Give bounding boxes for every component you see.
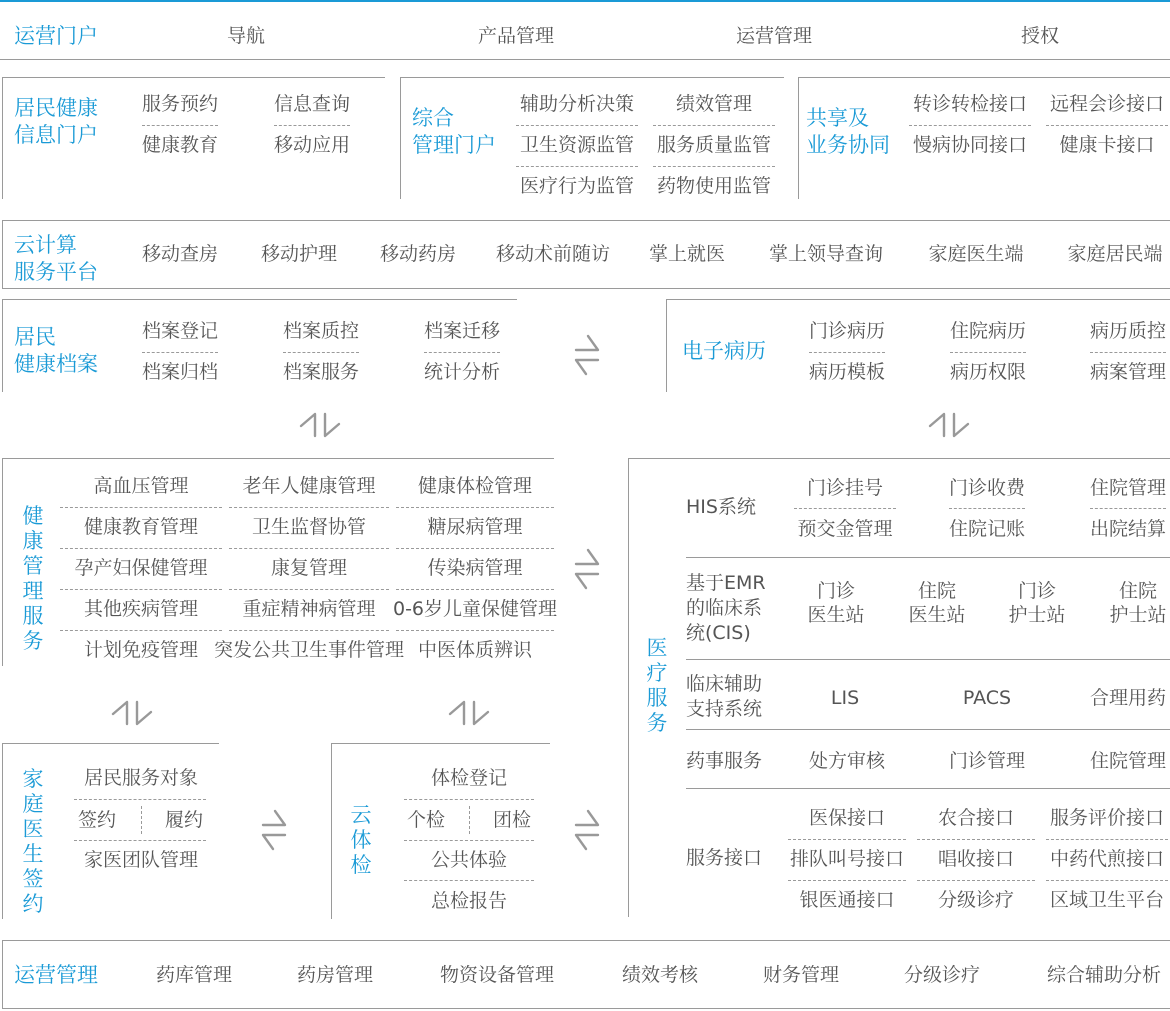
public-health-emergency-link[interactable]: 突发公共卫生事件管理 bbox=[213, 639, 405, 661]
vertical-exchange-arrow-icon bbox=[109, 698, 155, 728]
archive-title-2: 健康档案 bbox=[14, 352, 98, 376]
mobile-app-link[interactable]: 移动应用 bbox=[273, 134, 351, 156]
cis-label-1: 基于EMR bbox=[686, 572, 766, 594]
tcm-constitution-link[interactable]: 中医体质辨识 bbox=[417, 639, 533, 661]
inpatient-billing-link[interactable]: 住院记账 bbox=[948, 518, 1026, 540]
info-query-link[interactable]: 信息查询 bbox=[273, 93, 351, 115]
record-permission-link[interactable]: 病历权限 bbox=[949, 361, 1027, 383]
inpatient-mgmt-pharmacy-link[interactable]: 住院管理 bbox=[1089, 750, 1167, 772]
family-doctor-title-char: 签 bbox=[22, 867, 44, 891]
outpatient-nurse-station-1[interactable]: 门诊 bbox=[1017, 580, 1057, 602]
outpatient-registration-link[interactable]: 门诊挂号 bbox=[806, 477, 884, 499]
final-report-link[interactable]: 总检报告 bbox=[430, 890, 508, 912]
inpatient-nurse-station-1[interactable]: 住院 bbox=[1118, 580, 1158, 602]
inpatient-doctor-station-1[interactable]: 住院 bbox=[917, 580, 957, 602]
referral-interface-link[interactable]: 转诊转检接口 bbox=[912, 93, 1028, 115]
nav-item-navigation[interactable]: 导航 bbox=[226, 25, 266, 47]
pharmacy-label: 药事服务 bbox=[686, 750, 763, 772]
infectious-disease-link[interactable]: 传染病管理 bbox=[427, 557, 523, 579]
case-mgmt-link[interactable]: 病案管理 bbox=[1089, 361, 1167, 383]
inpatient-nurse-station-2[interactable]: 护士站 bbox=[1109, 604, 1167, 626]
outpatient-mgmt-link[interactable]: 门诊管理 bbox=[948, 750, 1026, 772]
cloud-exam-title-char: 体 bbox=[350, 828, 372, 852]
drug-warehouse-link[interactable]: 药库管理 bbox=[155, 964, 233, 986]
immunization-link[interactable]: 计划免疫管理 bbox=[83, 639, 199, 661]
prepayment-link[interactable]: 预交金管理 bbox=[797, 518, 893, 540]
maternal-care-link[interactable]: 孕产妇保健管理 bbox=[74, 557, 208, 579]
cis-label-3: 统(CIS) bbox=[686, 622, 751, 644]
integrated-analysis-link[interactable]: 综合辅助分析 bbox=[1046, 964, 1162, 986]
archive-title-1: 居民 bbox=[14, 325, 56, 349]
nav-item-product[interactable]: 产品管理 bbox=[477, 25, 555, 47]
performance-mgmt-link[interactable]: 绩效管理 bbox=[675, 93, 753, 115]
outpatient-doctor-station-1[interactable]: 门诊 bbox=[816, 580, 856, 602]
inpatient-doctor-station-2[interactable]: 医生站 bbox=[908, 604, 966, 626]
health-exam-link[interactable]: 健康体检管理 bbox=[417, 475, 533, 497]
top-accent-line bbox=[0, 0, 1170, 2]
exchange-arrow-icon bbox=[257, 807, 291, 853]
vertical-exchange-arrow-icon bbox=[926, 410, 972, 440]
family-doctor-title-char: 医 bbox=[22, 817, 44, 841]
bank-hospital-interface-link[interactable]: 银医通接口 bbox=[799, 889, 895, 911]
health-card-link[interactable]: 健康卡接口 bbox=[1059, 134, 1155, 156]
hypertension-link[interactable]: 高血压管理 bbox=[93, 475, 189, 497]
rural-coop-interface-link[interactable]: 农合接口 bbox=[937, 807, 1015, 829]
cloud-title-1: 云计算 bbox=[14, 233, 77, 257]
nav-item-authorization[interactable]: 授权 bbox=[1020, 25, 1060, 47]
his-label: HIS系统 bbox=[686, 496, 756, 518]
health-supervision-link[interactable]: 卫生监督协管 bbox=[251, 516, 367, 538]
nav-item-operations[interactable]: 运营管理 bbox=[735, 25, 813, 47]
other-disease-link[interactable]: 其他疾病管理 bbox=[83, 598, 199, 620]
leader-query-link[interactable]: 掌上领导查询 bbox=[768, 243, 884, 265]
health-resource-link[interactable]: 卫生资源监管 bbox=[519, 134, 635, 156]
cloud-exam-title-char: 检 bbox=[350, 853, 372, 877]
health-mgmt-title-char: 理 bbox=[22, 579, 44, 603]
prescription-review-link[interactable]: 处方审核 bbox=[808, 750, 886, 772]
ops-title: 运营管理 bbox=[14, 963, 98, 987]
materials-equipment-link[interactable]: 物资设备管理 bbox=[439, 964, 555, 986]
discharge-settlement-link[interactable]: 出院结算 bbox=[1089, 518, 1167, 540]
archive-register-link[interactable]: 档案登记 bbox=[141, 320, 219, 342]
health-education-link[interactable]: 健康教育 bbox=[141, 134, 219, 156]
share-portal-title-2: 业务协同 bbox=[806, 133, 890, 157]
record-template-link[interactable]: 病历模板 bbox=[808, 361, 886, 383]
medical-title-char: 务 bbox=[646, 711, 668, 735]
archive-file-link[interactable]: 档案归档 bbox=[141, 361, 219, 383]
inpatient-record-link[interactable]: 住院病历 bbox=[949, 320, 1027, 342]
medical-title-char: 医 bbox=[646, 636, 668, 660]
tiered-diagnosis-link[interactable]: 分级诊疗 bbox=[937, 889, 1015, 911]
family-resident-app-link[interactable]: 家庭居民端 bbox=[1067, 243, 1163, 265]
family-doctor-title-char: 庭 bbox=[22, 792, 44, 816]
medical-title-char: 服 bbox=[646, 686, 668, 710]
family-doctor-title-char: 生 bbox=[22, 842, 44, 866]
aux-label-2: 支持系统 bbox=[686, 698, 763, 720]
family-doctor-title-char: 家 bbox=[22, 767, 44, 791]
health-mgmt-title-char: 健 bbox=[22, 504, 44, 528]
outpatient-record-link[interactable]: 门诊病历 bbox=[808, 320, 886, 342]
finance-mgmt-link[interactable]: 财务管理 bbox=[762, 964, 840, 986]
archive-migrate-link[interactable]: 档案迁移 bbox=[423, 320, 501, 342]
nav-divider bbox=[0, 59, 1170, 60]
health-mgmt-title-char: 管 bbox=[22, 554, 44, 578]
resident-service-target-link[interactable]: 居民服务对象 bbox=[83, 767, 199, 789]
archive-service-link[interactable]: 档案服务 bbox=[282, 361, 360, 383]
share-portal-title-1: 共享及 bbox=[806, 106, 869, 130]
mobile-pharmacy-link[interactable]: 移动药房 bbox=[379, 243, 457, 265]
mgmt-portal-title-1: 综合 bbox=[412, 106, 454, 130]
chronic-collab-link[interactable]: 慢病协同接口 bbox=[912, 134, 1028, 156]
cashier-interface-link[interactable]: 唱收接口 bbox=[937, 848, 1015, 870]
medical-behavior-link[interactable]: 医疗行为监管 bbox=[519, 175, 635, 197]
aux-label-1: 临床辅助 bbox=[686, 673, 763, 695]
exchange-arrow-icon bbox=[570, 546, 604, 592]
palm-medical-link[interactable]: 掌上就医 bbox=[648, 243, 726, 265]
archive-stats-link[interactable]: 统计分析 bbox=[423, 361, 501, 383]
fulfill-contract-link[interactable]: 履约 bbox=[164, 809, 204, 831]
cloud-exam-title-char: 云 bbox=[350, 803, 372, 827]
health-mgmt-title-char: 务 bbox=[22, 629, 44, 653]
sign-contract-link[interactable]: 签约 bbox=[77, 809, 117, 831]
cis-label-2: 的临床系 bbox=[686, 597, 763, 619]
individual-exam-link[interactable]: 个检 bbox=[406, 809, 446, 831]
emr-title: 电子病历 bbox=[682, 339, 766, 363]
health-mgmt-title-char: 康 bbox=[22, 529, 44, 553]
diabetes-link[interactable]: 糖尿病管理 bbox=[427, 516, 523, 538]
family-doctor-team-link[interactable]: 家医团队管理 bbox=[83, 849, 199, 871]
performance-review-link[interactable]: 绩效考核 bbox=[621, 964, 699, 986]
drug-usage-link[interactable]: 药物使用监管 bbox=[656, 175, 772, 197]
elderly-health-link[interactable]: 老年人健康管理 bbox=[242, 475, 376, 497]
queue-interface-link[interactable]: 排队叫号接口 bbox=[789, 848, 905, 870]
mental-illness-link[interactable]: 重症精神病管理 bbox=[242, 598, 376, 620]
tcm-decoction-interface-link[interactable]: 中药代煎接口 bbox=[1049, 848, 1165, 870]
family-doctor-title-char: 约 bbox=[22, 892, 44, 916]
tiered-diagnosis-ops-link[interactable]: 分级诊疗 bbox=[903, 964, 981, 986]
rehab-link[interactable]: 康复管理 bbox=[270, 557, 348, 579]
health-edu-mgmt-link[interactable]: 健康教育管理 bbox=[83, 516, 199, 538]
lis-link[interactable]: LIS bbox=[830, 687, 860, 709]
archive-qc-link[interactable]: 档案质控 bbox=[282, 320, 360, 342]
mobile-nursing-link[interactable]: 移动护理 bbox=[260, 243, 338, 265]
outpatient-charge-link[interactable]: 门诊收费 bbox=[948, 477, 1026, 499]
pharmacy-mgmt-link[interactable]: 药房管理 bbox=[296, 964, 374, 986]
public-experience-link[interactable]: 公共体验 bbox=[430, 849, 508, 871]
mgmt-portal-title-2: 管理门户 bbox=[412, 133, 496, 157]
analysis-decision-link[interactable]: 辅助分析决策 bbox=[519, 93, 635, 115]
interface-label: 服务接口 bbox=[686, 847, 763, 869]
group-exam-link[interactable]: 团检 bbox=[492, 809, 532, 831]
exchange-arrow-icon bbox=[570, 332, 604, 378]
remote-consult-link[interactable]: 远程会诊接口 bbox=[1049, 93, 1165, 115]
regional-health-platform-link[interactable]: 区域卫生平台 bbox=[1049, 889, 1165, 911]
child-care-link[interactable]: 0-6岁儿童保健管理 bbox=[392, 598, 558, 620]
outpatient-doctor-station-2[interactable]: 医生站 bbox=[807, 604, 865, 626]
brand-title: 运营门户 bbox=[14, 24, 98, 48]
service-quality-link[interactable]: 服务质量监管 bbox=[656, 134, 772, 156]
service-eval-interface-link[interactable]: 服务评价接口 bbox=[1049, 807, 1165, 829]
rational-drug-link[interactable]: 合理用药 bbox=[1089, 687, 1167, 709]
pacs-link[interactable]: PACS bbox=[962, 687, 1012, 709]
resident-portal-title-2: 信息门户 bbox=[14, 123, 98, 147]
outpatient-nurse-station-2[interactable]: 护士站 bbox=[1008, 604, 1066, 626]
medical-title-char: 疗 bbox=[646, 661, 668, 685]
exam-register-link[interactable]: 体检登记 bbox=[430, 767, 508, 789]
exchange-arrow-icon bbox=[570, 807, 604, 853]
insurance-interface-link[interactable]: 医保接口 bbox=[808, 807, 886, 829]
mobile-rounds-link[interactable]: 移动查房 bbox=[141, 243, 219, 265]
preop-followup-link[interactable]: 移动术前随访 bbox=[495, 243, 611, 265]
health-mgmt-title-char: 服 bbox=[22, 604, 44, 628]
family-doctor-app-link[interactable]: 家庭医生端 bbox=[928, 243, 1024, 265]
vertical-exchange-arrow-icon bbox=[297, 410, 343, 440]
resident-portal-title-1: 居民健康 bbox=[14, 96, 98, 120]
record-qc-link[interactable]: 病历质控 bbox=[1089, 320, 1167, 342]
service-booking-link[interactable]: 服务预约 bbox=[141, 93, 219, 115]
cloud-title-2: 服务平台 bbox=[14, 260, 98, 284]
vertical-exchange-arrow-icon bbox=[446, 698, 492, 728]
inpatient-mgmt-link[interactable]: 住院管理 bbox=[1089, 477, 1167, 499]
